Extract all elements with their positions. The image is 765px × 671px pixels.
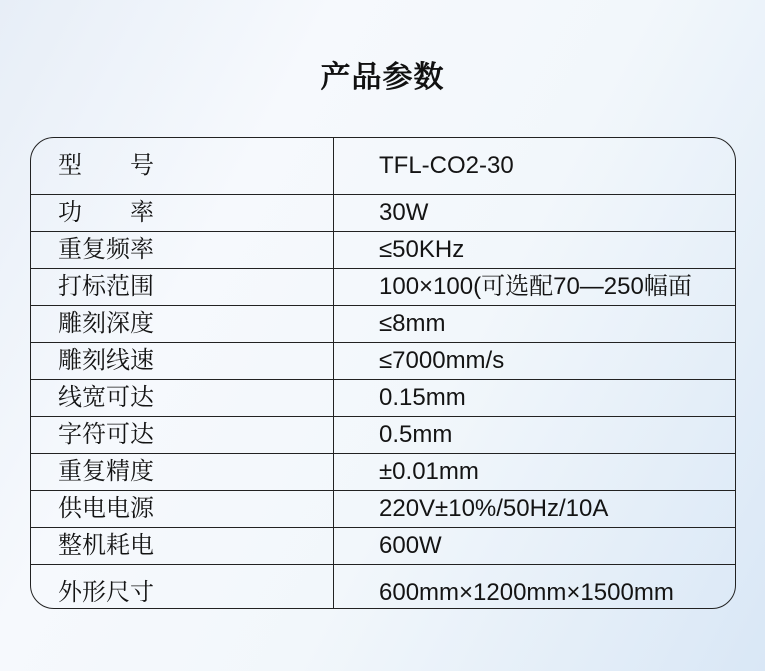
- spec-value: 220V±10%/50Hz/10A: [333, 491, 735, 527]
- table-row: [31, 379, 735, 416]
- spec-value: ≤8mm: [333, 306, 735, 342]
- spec-label: 型 号: [58, 152, 154, 179]
- spec-value: ≤50KHz: [333, 232, 735, 268]
- table-row: [31, 416, 735, 453]
- table-row: [31, 527, 735, 564]
- spec-label: 供电电源: [58, 495, 154, 522]
- table-row: [31, 342, 735, 379]
- table-row: [31, 138, 735, 194]
- table-row: [31, 453, 735, 490]
- spec-label: 功 率: [58, 199, 154, 226]
- spec-value: 100×100(可选配70—250幅面: [333, 269, 735, 305]
- page-title: 产品参数: [320, 61, 445, 94]
- spec-label: 雕刻深度: [58, 310, 154, 337]
- table-row: [31, 194, 735, 231]
- spec-label: 线宽可达: [58, 384, 154, 411]
- table-row: [31, 305, 735, 342]
- spec-value: ≤7000mm/s: [333, 343, 735, 379]
- spec-value: 30W: [333, 195, 735, 231]
- spec-label: 雕刻线速: [58, 347, 154, 374]
- spec-label: 外形尺寸: [58, 579, 154, 606]
- table-row: [31, 564, 735, 609]
- table-row: [31, 268, 735, 305]
- spec-value: 0.15mm: [333, 380, 735, 416]
- spec-label: 整机耗电: [58, 532, 154, 559]
- spec-value: 600mm×1200mm×1500mm: [333, 565, 735, 609]
- spec-value: 0.5mm: [333, 417, 735, 453]
- spec-label: 重复频率: [58, 236, 154, 263]
- spec-value: ±0.01mm: [333, 454, 735, 490]
- spec-label: 重复精度: [58, 458, 154, 485]
- spec-label: 字符可达: [58, 421, 154, 448]
- table-row: [31, 490, 735, 527]
- table-row: [31, 231, 735, 268]
- product-spec-table: [30, 137, 736, 609]
- spec-value: 600W: [333, 528, 735, 564]
- spec-value: TFL-CO2-30: [333, 138, 735, 194]
- spec-label: 打标范围: [58, 273, 154, 300]
